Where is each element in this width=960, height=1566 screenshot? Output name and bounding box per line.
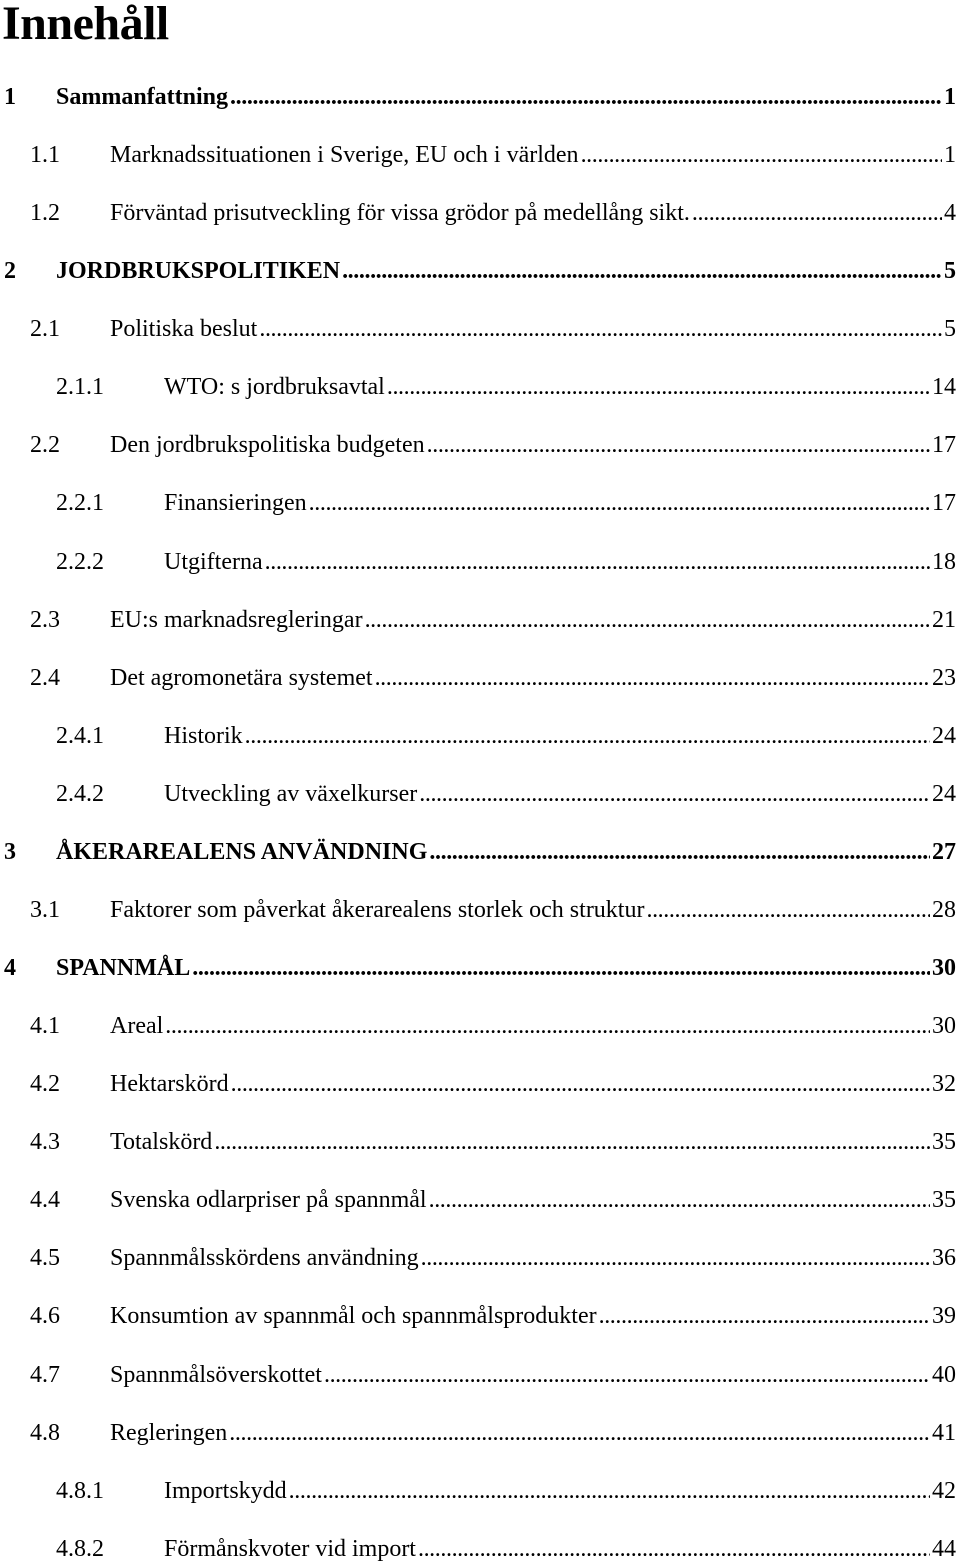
- toc-entry[interactable]: [30, 1183, 956, 1217]
- toc-entry[interactable]: [56, 370, 956, 404]
- toc-entry-number: 4.6: [30, 1303, 60, 1329]
- toc-entry-title: Hektarskörd: [110, 1071, 229, 1097]
- toc-entry-number: 4.8.2: [56, 1536, 104, 1562]
- toc-entry-title: Spannmålsöverskottet: [110, 1362, 322, 1388]
- toc-entry-title: Spannmålsskördens användning: [110, 1245, 419, 1271]
- toc-entry-title: Importskydd: [164, 1478, 287, 1504]
- toc-entry-title: Det agromonetära systemet: [110, 665, 373, 691]
- toc-entry[interactable]: [30, 196, 956, 230]
- dot-leader: [231, 1067, 930, 1101]
- toc-entry-number: 2.1: [30, 316, 60, 342]
- toc-entry[interactable]: [30, 893, 956, 927]
- toc-entry-number: 1.1: [30, 142, 60, 168]
- dot-leader: [427, 428, 930, 462]
- toc-entry-number: 2.1.1: [56, 374, 104, 400]
- dot-leader: [259, 312, 942, 346]
- toc-entry-number: 2.2.2: [56, 549, 104, 575]
- toc-entry-number: 2.2.1: [56, 490, 104, 516]
- toc-entry-title: Utveckling av växelkurser: [164, 781, 418, 807]
- toc-entry-title: EU:s marknadsregleringar: [110, 607, 363, 633]
- dot-leader: [229, 1416, 930, 1450]
- toc-entry-page: 24: [932, 781, 956, 807]
- dot-leader: [599, 1299, 930, 1333]
- toc-entry-number: 3: [4, 839, 16, 865]
- toc-entry-page: 39: [932, 1303, 956, 1329]
- toc-entry-page: 5: [944, 258, 956, 284]
- toc-entry[interactable]: [30, 312, 956, 346]
- dot-leader: [646, 893, 930, 927]
- toc-entry-page: 4: [944, 200, 956, 226]
- dot-leader: [692, 196, 942, 230]
- toc-entry-title: Sammanfattning: [56, 84, 229, 110]
- toc-entry-page: 42: [932, 1478, 956, 1504]
- dot-leader: [324, 1358, 930, 1392]
- toc-entry-page: 14: [932, 374, 956, 400]
- toc-entry-page: 41: [932, 1420, 956, 1446]
- dot-leader: [265, 545, 930, 579]
- toc-entry-page: 21: [932, 607, 956, 633]
- toc-entry-number: 2: [4, 258, 16, 284]
- toc-entry[interactable]: [56, 1474, 956, 1508]
- toc-entry-number: 4.7: [30, 1362, 60, 1388]
- toc-entry[interactable]: [30, 603, 956, 637]
- dot-leader: [245, 719, 930, 753]
- dot-leader: [165, 1009, 930, 1043]
- toc-entry-page: 23: [932, 665, 956, 691]
- toc-entry-number: 4.8.1: [56, 1478, 104, 1504]
- toc-entry-page: 28: [932, 897, 956, 923]
- dot-leader: [581, 138, 942, 172]
- toc-entry-title: Historik: [164, 723, 243, 749]
- toc-entry[interactable]: [30, 138, 956, 172]
- toc-entry[interactable]: [30, 1067, 956, 1101]
- toc-heading: Innehåll: [2, 0, 169, 50]
- toc-entry-title: Marknadssituationen i Sverige, EU och i världen: [110, 142, 579, 168]
- toc-entry-title: Finansieringen: [164, 490, 307, 516]
- toc-entry-title: SPANNMÅL: [56, 955, 191, 981]
- toc-entry-page: 36: [932, 1245, 956, 1271]
- toc-entry-title: Förväntad prisutveckling för vissa grödor på medellång sikt.: [110, 200, 690, 226]
- toc-entry-number: 3.1: [30, 897, 60, 923]
- toc-entry-page: 5: [944, 316, 956, 342]
- toc-entry-page: 18: [932, 549, 956, 575]
- dot-leader: [342, 254, 942, 288]
- dot-leader: [309, 486, 930, 520]
- toc-entry-page: 44: [932, 1536, 956, 1562]
- toc-entry-page: 17: [932, 490, 956, 516]
- toc-entry-title: WTO: s jordbruksavtal: [164, 374, 385, 400]
- toc-entry[interactable]: [56, 719, 956, 753]
- toc-entry[interactable]: [56, 545, 956, 579]
- toc-entry[interactable]: [30, 1299, 956, 1333]
- toc-entry-number: 4.4: [30, 1187, 60, 1213]
- toc-entry-page: 40: [932, 1362, 956, 1388]
- dot-leader: [365, 603, 930, 637]
- dot-leader: [421, 1241, 930, 1275]
- toc-entry[interactable]: [30, 428, 956, 462]
- toc-entry[interactable]: [56, 1532, 956, 1566]
- toc-entry-title: Utgifterna: [164, 549, 263, 575]
- toc-entry[interactable]: [30, 1009, 956, 1043]
- dot-leader: [289, 1474, 930, 1508]
- toc-entry-page: 24: [932, 723, 956, 749]
- dot-leader: [418, 1532, 930, 1566]
- toc-entry[interactable]: [4, 80, 956, 114]
- toc-entry-title: Den jordbrukspolitiska budgeten: [110, 432, 425, 458]
- toc-entry-title: Faktorer som påverkat åkerarealens storlek och struktur: [110, 897, 645, 923]
- dot-leader: [230, 80, 942, 114]
- toc-entry-page: 1: [944, 142, 956, 168]
- toc-entry-number: 2.4.2: [56, 781, 104, 807]
- toc-entry-number: 4: [4, 955, 16, 981]
- toc-entry[interactable]: [30, 1358, 956, 1392]
- toc-entry-title: JORDBRUKSPOLITIKEN: [56, 258, 341, 284]
- toc-entry-page: 35: [932, 1187, 956, 1213]
- dot-leader: [192, 951, 930, 985]
- toc-entry-number: 2.3: [30, 607, 60, 633]
- toc-entry-page: 27: [932, 839, 956, 865]
- dot-leader: [214, 1125, 930, 1159]
- toc-entry-number: 2.2: [30, 432, 60, 458]
- toc-entry-title: Förmånskvoter vid import: [164, 1536, 416, 1562]
- toc-entry-number: 2.4: [30, 665, 60, 691]
- toc-entry-number: 1.2: [30, 200, 60, 226]
- toc-entry[interactable]: [4, 951, 956, 985]
- dot-leader: [387, 370, 930, 404]
- toc-entry-number: 4.3: [30, 1129, 60, 1155]
- toc-entry-number: 4.2: [30, 1071, 60, 1097]
- dot-leader: [429, 835, 930, 869]
- toc-entry-page: 1: [944, 84, 956, 110]
- dot-leader: [429, 1183, 930, 1217]
- toc-entry-page: 32: [932, 1071, 956, 1097]
- toc-entry-number: 2.4.1: [56, 723, 104, 749]
- toc-entry-page: 30: [932, 1013, 956, 1039]
- dot-leader: [375, 661, 930, 695]
- toc-entry-title: Areal: [110, 1013, 164, 1039]
- toc-entry[interactable]: [30, 1241, 956, 1275]
- toc-entry-page: 30: [932, 955, 956, 981]
- toc-entry-title: ÅKERAREALENS ANVÄNDNING: [56, 839, 428, 865]
- toc-entry-title: Svenska odlarpriser på spannmål: [110, 1187, 427, 1213]
- toc-entry-title: Regleringen: [110, 1420, 228, 1446]
- toc-entry[interactable]: [4, 835, 956, 869]
- toc-entry[interactable]: [30, 1416, 956, 1450]
- toc-entry[interactable]: [4, 254, 956, 288]
- toc-entry-number: 1: [4, 84, 16, 110]
- toc-entry[interactable]: [56, 486, 956, 520]
- toc-entry[interactable]: [30, 1125, 956, 1159]
- toc-entry-title: Totalskörd: [110, 1129, 213, 1155]
- toc-entry-number: 4.5: [30, 1245, 60, 1271]
- toc-entry[interactable]: [30, 661, 956, 695]
- toc-entry[interactable]: [56, 777, 956, 811]
- toc-entry-title: Konsumtion av spannmål och spannmålsprodukter: [110, 1303, 597, 1329]
- toc-entry-page: 35: [932, 1129, 956, 1155]
- toc-entry-title: Politiska beslut: [110, 316, 258, 342]
- toc-entry-number: 4.8: [30, 1420, 60, 1446]
- toc-entry-number: 4.1: [30, 1013, 60, 1039]
- dot-leader: [419, 777, 930, 811]
- toc-entry-page: 17: [932, 432, 956, 458]
